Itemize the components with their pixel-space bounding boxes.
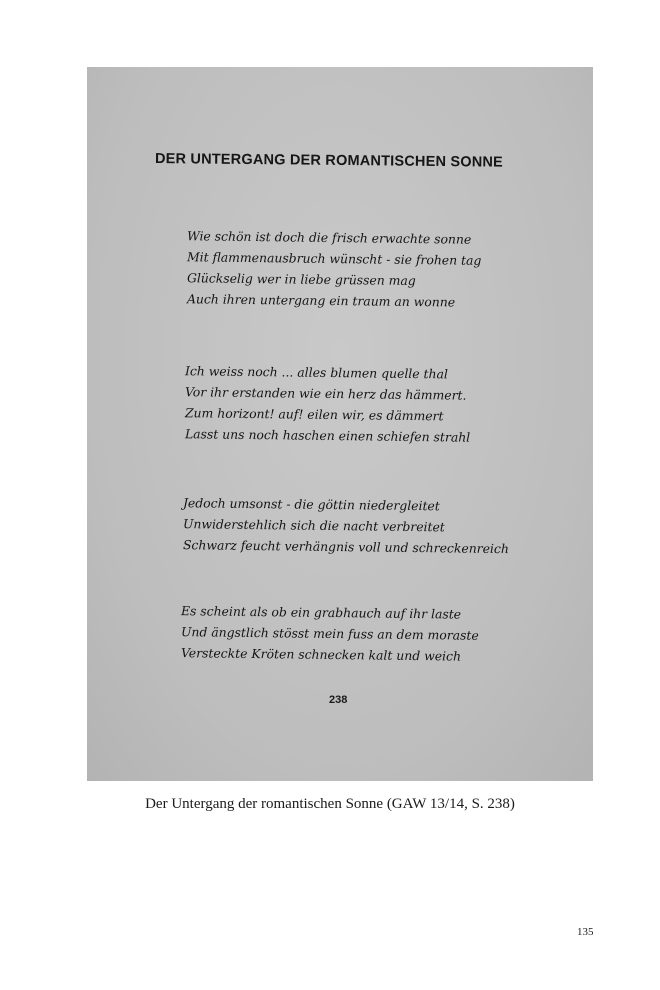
page-number: 135: [577, 926, 594, 938]
poem-line: Glückselig wer in liebe grüssen mag: [186, 270, 416, 289]
poem-line: Wie schön ist doch die frisch erwachte sonne: [186, 228, 472, 247]
poem-line: Unwiderstehlich sich die nacht verbreitet: [182, 516, 445, 535]
poem-line: Und ängstlich stösst mein fuss an dem moraste: [180, 624, 479, 643]
stanza-2: [87, 359, 593, 443]
poem-line: Schwarz feucht verhängnis voll und schreckenreich: [182, 537, 509, 557]
manuscript-page-number: 238: [329, 694, 348, 706]
stanza-3: [87, 491, 593, 557]
poem-line: Lasst uns noch haschen einen schiefen strahl: [184, 426, 471, 445]
manuscript-photo: [87, 67, 593, 781]
poem-line: Es scheint als ob ein grabhauch auf ihr laste: [180, 603, 462, 622]
poem-line: Ich weiss noch ... alles blumen quelle thal: [184, 363, 449, 382]
poem-line: Jedoch umsonst - die göttin niedergleitet: [182, 495, 440, 514]
figure-caption: Der Untergang der romantischen Sonne (GAW 13/14, S. 238): [145, 796, 515, 812]
poem-line: Mit flammenausbruch wünscht - sie frohen tag: [186, 249, 482, 268]
poem-line: Vor ihr erstanden wie ein herz das hämmert.: [184, 384, 467, 403]
poem-line: Zum horizont! auf! eilen wir, es dämmert: [184, 405, 444, 424]
poem-title: DER UNTERGANG DER ROMANTISCHEN SONNE: [154, 151, 504, 171]
stanza-1: [87, 224, 593, 308]
poem-line: Auch ihren untergang ein traum an wonne: [186, 291, 456, 310]
stanza-4: [87, 599, 593, 662]
poem-line: Versteckte Kröten schnecken kalt und weich: [180, 645, 462, 664]
